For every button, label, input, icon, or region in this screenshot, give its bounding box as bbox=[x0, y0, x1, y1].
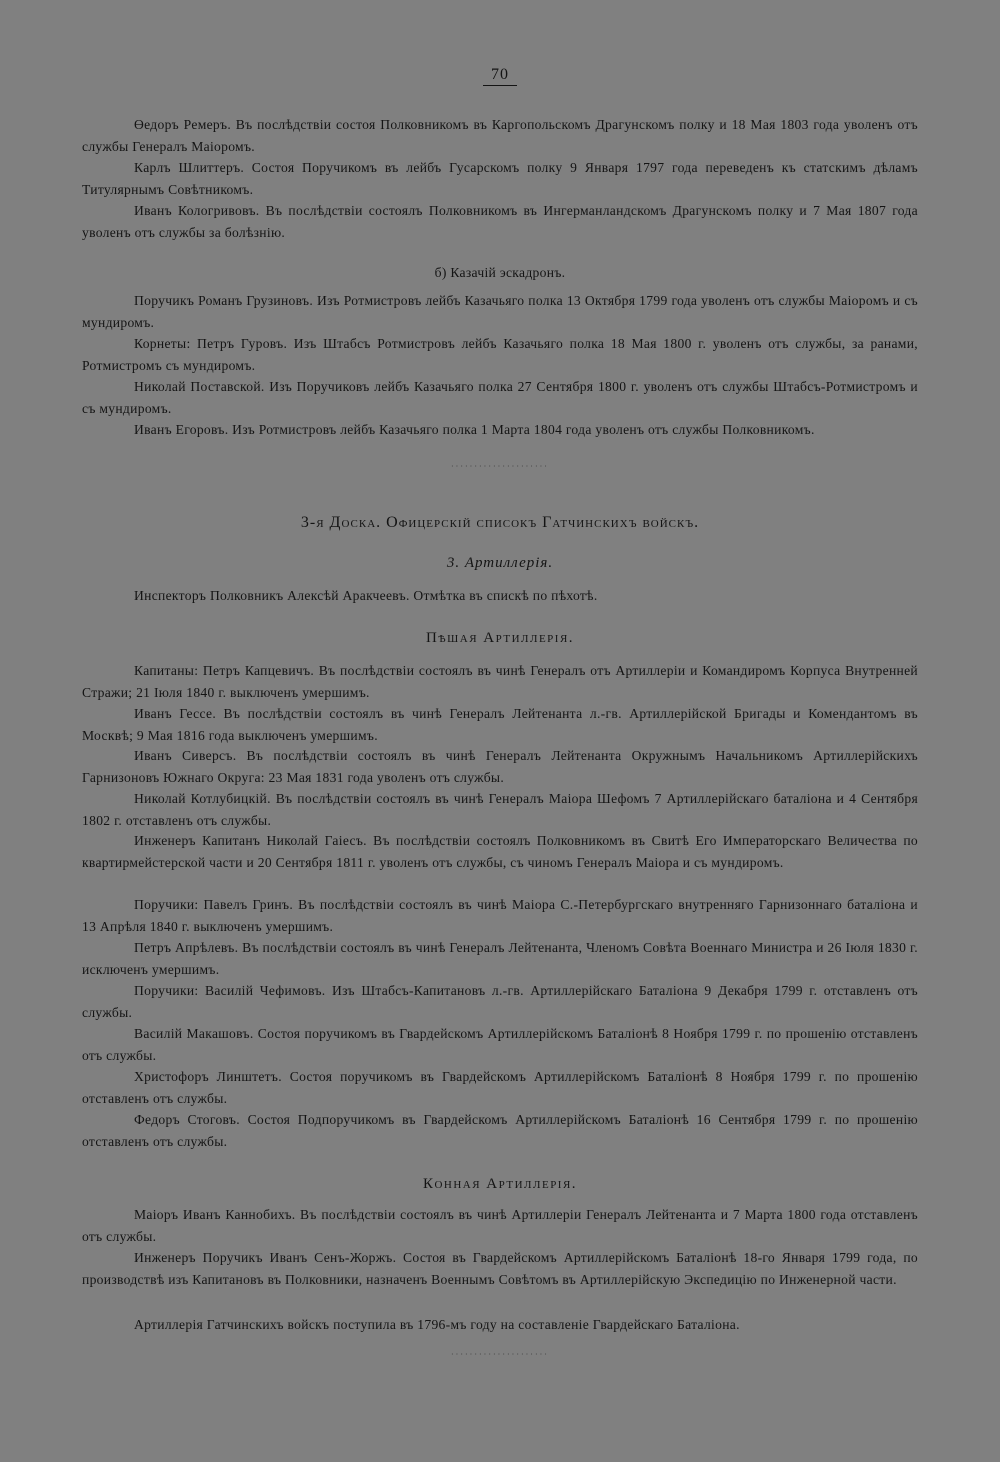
entry-kotlubitsky: Николай Котлубицкій. Въ послѣдствіи состоялъ въ чинѣ Генералъ Маіора Шефомъ 7 Артиллерійскаго баталіона и 4 Сентября 1802 г. отставленъ отъ службы. bbox=[82, 791, 918, 828]
entry-postavskoy: Николай Поставской. Изъ Поручиковъ лейбъ Казачьяго полка 27 Сентября 1800 г. уволенъ отъ службы Штабсъ-Ротмистромъ и съ мундиромъ. bbox=[82, 379, 918, 416]
entry-gaies: Инженеръ Капитанъ Николай Гаіесъ. Въ послѣдствіи состоялъ Полковникомъ въ Свитѣ Его Императорскаго Величества по квартирмейстерской части и 20 Сентября 1811 г. уволенъ отъ службы, съ чиномъ Генералъ Маіора и съ мундиромъ. bbox=[82, 833, 918, 870]
separator-dots: ····················· bbox=[451, 462, 549, 471]
entry-egorov: Иванъ Егоровъ. Изъ Ротмистровъ лейбъ Казачьяго полка 1 Марта 1804 года уволенъ отъ службы Полковникомъ. bbox=[134, 422, 815, 437]
entry-grin: Поручики: Павелъ Гринъ. Въ послѣдствіи состоялъ въ чинѣ Маіора С.-Петербургскаго внутренняго Гарнизоннаго баталіона и 13 Апрѣля 1840 г. выключенъ умершимъ. bbox=[82, 897, 918, 934]
inspector-line: Инспекторъ Полковникъ Алексѣй Аракчеевъ. Отмѣтка въ спискѣ по пѣхотѣ. bbox=[134, 588, 598, 603]
cossack-squadron-heading: б) Казачій эскадронъ. bbox=[434, 265, 566, 280]
entry-kologrivov: Иванъ Кологривовъ. Въ послѣдствіи состоялъ Полковникомъ въ Ингерманландскомъ Драгунскомъ полку и 7 Мая 1807 года уволенъ отъ службы за болѣзнію. bbox=[82, 203, 918, 240]
board-heading: 3-я Доска. Офицерскій списокъ Гатчинскихъ войскъ. bbox=[300, 514, 700, 531]
closing-note: Артиллерія Гатчинскихъ войскъ поступила въ 1796-мъ году на составленіе Гвардейскаго Баталіона. bbox=[134, 1317, 740, 1332]
entry-kaptsevich: Капитаны: Петръ Капцевичъ. Въ послѣдствіи состоялъ въ чинѣ Генералъ отъ Артиллеріи и Командиромъ Корпуса Внутренней Стражи; 21 Іюля 1840 г. выключенъ умершимъ. bbox=[82, 663, 918, 700]
entry-gurov: Корнеты: Петръ Гуровъ. Изъ Штабсъ Ротмистровъ лейбъ Казачьяго полка 18 Мая 1800 г. уволенъ отъ службы, за ранами, Ротмистромъ съ мундиромъ. bbox=[82, 336, 918, 373]
artillery-heading: 3. Артиллерія. bbox=[446, 555, 554, 571]
entry-aprelev: Петръ Апрѣлевъ. Въ послѣдствіи состоялъ въ чинѣ Генералъ Лейтенанта, Членомъ Совѣта Военнаго Министра и 26 Іюля 1830 г. исключенъ умершимъ. bbox=[82, 940, 918, 977]
entry-remer: Өедоръ Ремеръ. Въ послѣдствіи состоя Полковникомъ въ Каргопольскомъ Драгунскомъ полку и 18 Мая 1803 года уволенъ отъ службы Генералъ Маіоромъ. bbox=[82, 117, 918, 154]
entry-linshtet: Христофоръ Линштетъ. Состоя поручикомъ въ Гвардейскомъ Артиллерійскомъ Баталіонѣ 8 Ноября 1799 г. по прошенію отставленъ отъ службы. bbox=[82, 1069, 918, 1106]
entry-gesse: Иванъ Гессе. Въ послѣдствіи состоялъ въ чинѣ Генералъ Лейтенанта л.-гв. Артиллерійской Бригады и Комендантомъ въ Москвѣ; 9 Мая 1816 года выключенъ умершимъ. bbox=[82, 706, 918, 743]
entry-sen-zhorzh: Инженеръ Поручикъ Иванъ Сенъ-Жоржъ. Состоя въ Гвардейскомъ Артиллерійскомъ Баталіонѣ 18-го Января 1799 года, по производствѣ изъ Капитановъ въ Полковники, назначенъ Военнымъ Совѣтомъ въ Артиллерійскую Экспедицію по Инженерной части. bbox=[82, 1250, 918, 1287]
entry-schlitter: Карлъ Шлиттеръ. Состоя Поручикомъ въ лейбъ Гусарскомъ полку 9 Января 1797 года переведенъ къ статскимъ дѣламъ Титулярнымъ Совѣтникомъ. bbox=[82, 160, 918, 197]
entry-gruzinov: Поручикъ Романъ Грузиновъ. Изъ Ротмистровъ лейбъ Казачьяго полка 13 Октября 1799 года уволенъ отъ службы Маіоромъ и съ мундиромъ. bbox=[82, 293, 918, 330]
page-number: 70 bbox=[0, 66, 1000, 86]
entry-kannobikh: Маіоръ Иванъ Каннобихъ. Въ послѣдствіи состоялъ въ чинѣ Артиллеріи Генералъ Лейтенанта и 7 Марта 1800 года отставленъ отъ службы. bbox=[82, 1207, 918, 1244]
entry-sivers: Иванъ Сиверсъ. Въ послѣдствіи состоялъ въ чинѣ Генералъ Лейтенанта Окружнымъ Начальникомъ Артиллерійскихъ Гарнизоновъ Южнаго Округа: 23 Мая 1831 года уволенъ отъ службы. bbox=[82, 748, 918, 785]
entry-stogov: Федоръ Стоговъ. Состоя Подпоручикомъ въ Гвардейскомъ Артиллерійскомъ Баталіонѣ 16 Сентября 1799 г. по прошенію отставленъ отъ службы. bbox=[82, 1112, 918, 1149]
entry-chefimov: Поручики: Василій Чефимовъ. Изъ Штабсъ-Капитановъ л.-гв. Артиллерійскаго Баталіона 9 Декабря 1799 г. отставленъ отъ службы. bbox=[82, 983, 918, 1020]
horse-artillery-heading: Конная Артиллерія. bbox=[422, 1176, 578, 1192]
entry-makashov: Василій Макашовъ. Состоя поручикомъ въ Гвардейскомъ Артиллерійскомъ Баталіонѣ 8 Ноября 1799 г. по прошенію отставленъ отъ службы. bbox=[82, 1026, 918, 1063]
separator-dots-bottom: ····················· bbox=[451, 1350, 549, 1359]
foot-artillery-heading: Пѣшая Артиллерія. bbox=[425, 630, 575, 646]
